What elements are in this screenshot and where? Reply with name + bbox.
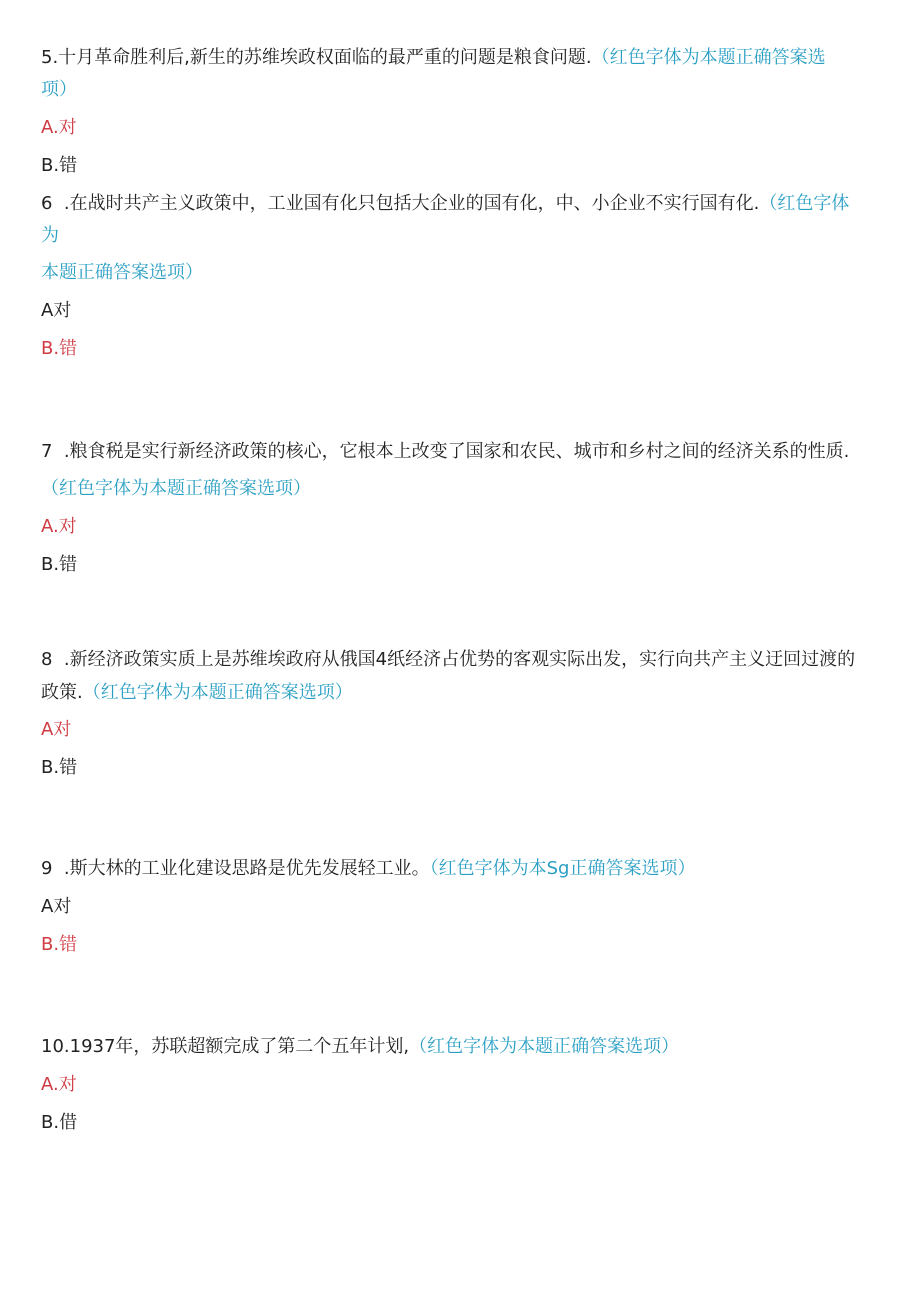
question-9-stem: 9 .斯大林的工业化建设思路是优先发展轻工业。 (41, 858, 430, 879)
question-7-stem: 7 .粮食税是实行新经济政策的核心，它根本上改变了国家和农民、城市和乡村之间的经济关系的性质. (41, 441, 850, 462)
question-5-text (41, 46, 826, 70)
question-10-hint: （红色字体为本题正确答案选项） (409, 1036, 680, 1057)
question-9-option-a: A对 (41, 896, 72, 917)
question-7-option-a: A.对 (41, 516, 77, 537)
question-6-hint-cont-2: 本题正确答案选项） (41, 262, 203, 283)
question-7-hint: （红色字体为本题正确答案选项） (41, 478, 311, 499)
question-5-hint: （红色字体为本题正确答案选 (591, 47, 826, 68)
question-8-hint: （红色字体为本题正确答案选项） (82, 682, 353, 703)
question-8-option-b: B.错 (41, 757, 78, 778)
question-8-text-cont (41, 681, 353, 705)
question-5-stem: 5.十月革命胜利后,新生的苏维埃政权面临的最严重的问题是粮食问题. (41, 47, 592, 68)
question-10-stem: 10.1937年，苏联超额完成了第二个五年计划, (41, 1036, 410, 1057)
question-6-hint-cont: 为 (41, 225, 59, 246)
question-8-stem: 8 .新经济政策实质上是苏维埃政府从俄国4纸经济占优势的客观实际出发，实行向共产主义迂回过渡的 (41, 649, 856, 670)
question-10-option-a: A.对 (41, 1074, 77, 1095)
question-9-text (41, 857, 695, 881)
question-7-option-b: B.错 (41, 554, 78, 575)
question-6-option-b: B.错 (41, 338, 78, 359)
question-8-stem-cont: 政策. (41, 682, 83, 703)
question-6-hint: （红色字体 (759, 193, 850, 214)
question-6-text (41, 192, 849, 216)
question-9-option-b: B.错 (41, 934, 78, 955)
question-5-option-a: A.对 (41, 117, 77, 138)
question-6-stem: 6 .在战时共产主义政策中，工业国有化只包括大企业的国有化，中、小企业不实行国有化. (41, 193, 760, 214)
question-5-option-b: B.错 (41, 155, 78, 176)
question-10-text (41, 1035, 679, 1059)
question-5-hint-cont: 项） (41, 79, 77, 100)
question-6-option-a: A对 (41, 300, 72, 321)
question-10-option-b: B.借 (41, 1112, 78, 1133)
question-9-hint: （红色字体为本Sg正确答案选项） (429, 858, 696, 879)
question-8-option-a: A对 (41, 719, 72, 740)
